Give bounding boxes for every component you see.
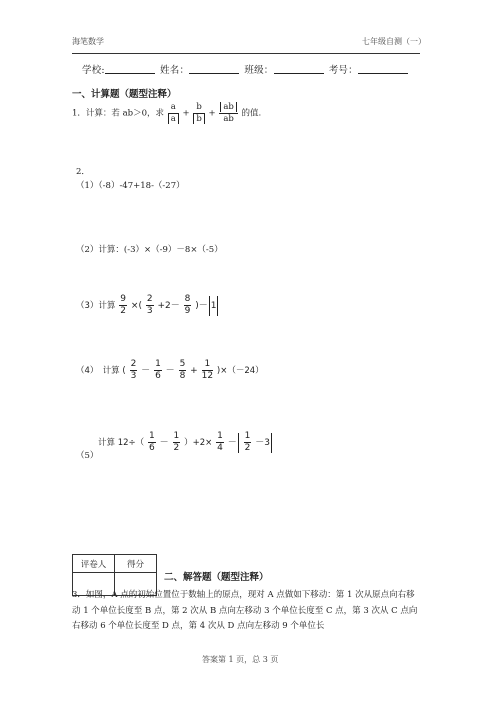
exam-no-blank[interactable]	[358, 64, 408, 74]
class-blank[interactable]	[274, 64, 324, 74]
section2-title: 二、解答题（题型注释）	[164, 572, 269, 583]
name-blank[interactable]	[189, 64, 239, 74]
question-3-text: 3．如图，A 点的初始位置位于数轴上的原点，现对 A 点做如下移动：第 1 次从原点向右移动 1 个单位长度至 B 点，第 2 次从 B 点向左移动 3 个单位长度至 C 点，第 3 次从 C 点向右移动 6 个单位长度至 D 点，第 4 次从 D 点向左移动 9 个单位长	[72, 590, 418, 631]
q4-frac-1-12: $\frac{1}{12}$	[201, 359, 214, 381]
q5-frac-1-2: $\frac{1}{2}$	[173, 431, 180, 453]
q3-frac-9-2: $\frac{9}{2}$	[120, 294, 127, 316]
score-table-grader-header: 评卷人	[73, 555, 115, 573]
score-table-score-header: 得分	[115, 555, 157, 573]
question-2-part-1: （1）（-8）-47+18-（-27）	[76, 181, 185, 191]
q4-frac-1-6: $\frac{1}{6}$	[155, 359, 161, 381]
q4-frac-2-3: $\frac{2}{3}$	[130, 359, 137, 381]
q5-frac-1-4: $\frac{1}{4}$	[217, 431, 223, 453]
q1-suffix: 的值.	[241, 108, 262, 119]
page-footer: 答案第 1 页，总 3 页	[202, 655, 279, 664]
name-label: 姓名：	[160, 65, 190, 76]
q1-plus-1: +	[182, 108, 190, 119]
header-rule	[72, 53, 420, 54]
question-2-part-4: （4） 计算 ( $\frac{2}{3}$ － $\frac{1}{6}$ － $\frac{5}{8}$ + $\frac{1}{12}$ )×（－24）	[76, 359, 264, 381]
q3-frac-2-3: $\frac{2}{3}$	[146, 294, 153, 316]
question-2-number: 2．	[76, 167, 90, 177]
school-label: 学校:	[82, 65, 105, 76]
question-2-part-3: （3）计算 $\frac{9}{2}$ ×( $\frac{2}{3}$ +2－ $\frac{8}{9}$ )－ 1	[76, 294, 217, 316]
q5-frac-1-2-abs: $\frac{1}{2}$	[244, 431, 251, 453]
section1-title: 一、计算题（题型注释）	[72, 89, 177, 100]
q1-plus-2: +	[208, 108, 216, 119]
exam-no-label: 考号：	[328, 65, 358, 76]
q4-frac-5-8: $\frac{5}{8}$	[179, 359, 186, 381]
q3-frac-8-9: $\frac{8}{9}$	[184, 294, 191, 316]
q1-frac-ab: $\frac{ab}{ab}$	[219, 103, 238, 123]
question-2-part-5: 计算 12÷（ $\frac{1}{6}$ － $\frac{1}{2}$ ）+2× $\frac{1}{4}$ － $\frac{1}{2}$ －3	[98, 431, 270, 453]
header-right: 七年级自测（一）	[362, 37, 426, 46]
school-blank[interactable]	[105, 64, 155, 74]
question-1	[72, 103, 261, 123]
question-2-part-2: （2）计算：(-3）×（-9）－8×（-5）	[76, 245, 223, 255]
q1-prefix: 1．计算：若 ab＞0，求	[72, 108, 165, 119]
q5-frac-1-6: $\frac{1}{6}$	[149, 431, 155, 453]
student-info-line	[82, 62, 410, 76]
question-2-part-5-label: （5）	[76, 451, 99, 461]
header-left: 海笔数学	[72, 37, 104, 46]
q1-frac-b: $\frac{b}{b}$	[193, 103, 204, 123]
class-label: 班级：	[244, 65, 274, 76]
q1-frac-a: $\frac{a}{a}$	[168, 103, 179, 123]
